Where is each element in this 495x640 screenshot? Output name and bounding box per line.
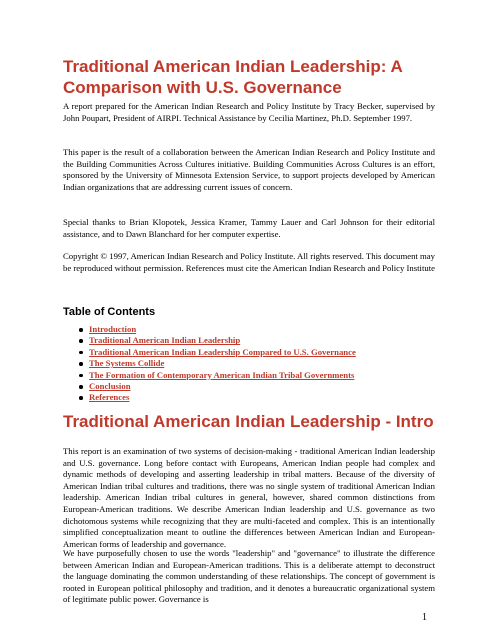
toc-item bbox=[63, 347, 356, 358]
toc-link-systems-collide[interactable]: The Systems Collide bbox=[89, 358, 165, 369]
intro-paragraph: We have purposefully chosen to use the words "leadership" and "governance" to illustrate the difference between American Indian and European-American traditions. This is a deliberate attempt to deconstruct the language dominating the common understanding of these relationships. The concept of government is rooted in European political philosophy and tradition, and it denotes a bureaucratic organizational system of legitimate public power. Governance is bbox=[63, 548, 435, 605]
intro-paragraph: This report is an examination of two systems of decision-making - traditional American Indian leadership and U.S. governance. Long before contact with Europeans, American Indian people had complex and dynamic methods of developing and asserting leadership in tribal matters. Because of the diversity of American Indian tribal cultures and traditions, there was no single system of traditional American Indian leadership. American Indian tribal cultures in general, however, shared common distinctions from European-American traditions. We describe American Indian leadership and U.S. governance as two dichotomous systems while recognizing that they are multi-faceted and complex. This is an intentionally simplified conceptualization meant to outline the differences between American Indian and European-American forms of leadership and governance. bbox=[63, 446, 435, 549]
report-credits-paragraph: A report prepared for the American Indian Research and Policy Institute by Tracy Becker, supervised by John Poupart, President of AIRPI. Technical Assistance by Cecilia Martinez, Ph.D. September 1997. bbox=[63, 101, 435, 123]
collaboration-paragraph: This paper is the result of a collaboration between the American Indian Research and Policy Institute and the Building Communities Across Cultures initiative. Building Communities Across Cultures is an effort, sponsored by the University of Minnesota Extension Service, to support projects developed by American Indian organizations that are addressing current issues of concern. bbox=[63, 147, 435, 192]
toc-link-references[interactable]: References bbox=[89, 392, 130, 403]
toc-list bbox=[63, 324, 356, 404]
toc-link-formation[interactable]: The Formation of Contemporary American Indian Tribal Governments bbox=[89, 369, 355, 380]
toc-heading: Table of Contents bbox=[63, 306, 156, 318]
thanks-paragraph: Special thanks to Brian Klopotek, Jessica Kramer, Tammy Lauer and Carl Johnson for their editorial assistance, and to Dawn Blanchard for her computer expertise. bbox=[63, 217, 435, 239]
toc-link-conclusion[interactable]: Conclusion bbox=[89, 381, 131, 392]
document-title: Traditional American Indian Leadership: A Comparison with U.S. Governance bbox=[63, 57, 403, 97]
copyright-paragraph: Copyright © 1997, American Indian Research and Policy Institute. All rights reserved. This document may be reproduced without permission. References must cite the American Indian Research and Policy Institute bbox=[63, 251, 436, 273]
section-heading: Traditional American Indian Leadership - Intro bbox=[63, 412, 434, 431]
toc-item bbox=[63, 324, 356, 335]
toc-item bbox=[63, 392, 356, 403]
toc-item bbox=[63, 335, 356, 346]
toc-item bbox=[63, 370, 356, 381]
toc-link-introduction[interactable]: Introduction bbox=[89, 324, 137, 334]
page-number: 1 bbox=[422, 612, 427, 623]
toc-link-traditional-leadership[interactable]: Traditional American Indian Leadership bbox=[89, 335, 241, 346]
toc-item bbox=[63, 381, 356, 392]
toc-link-leadership-compared[interactable]: Traditional American Indian Leadership Compared to U.S. Governance bbox=[89, 346, 356, 357]
toc-item bbox=[63, 358, 356, 369]
